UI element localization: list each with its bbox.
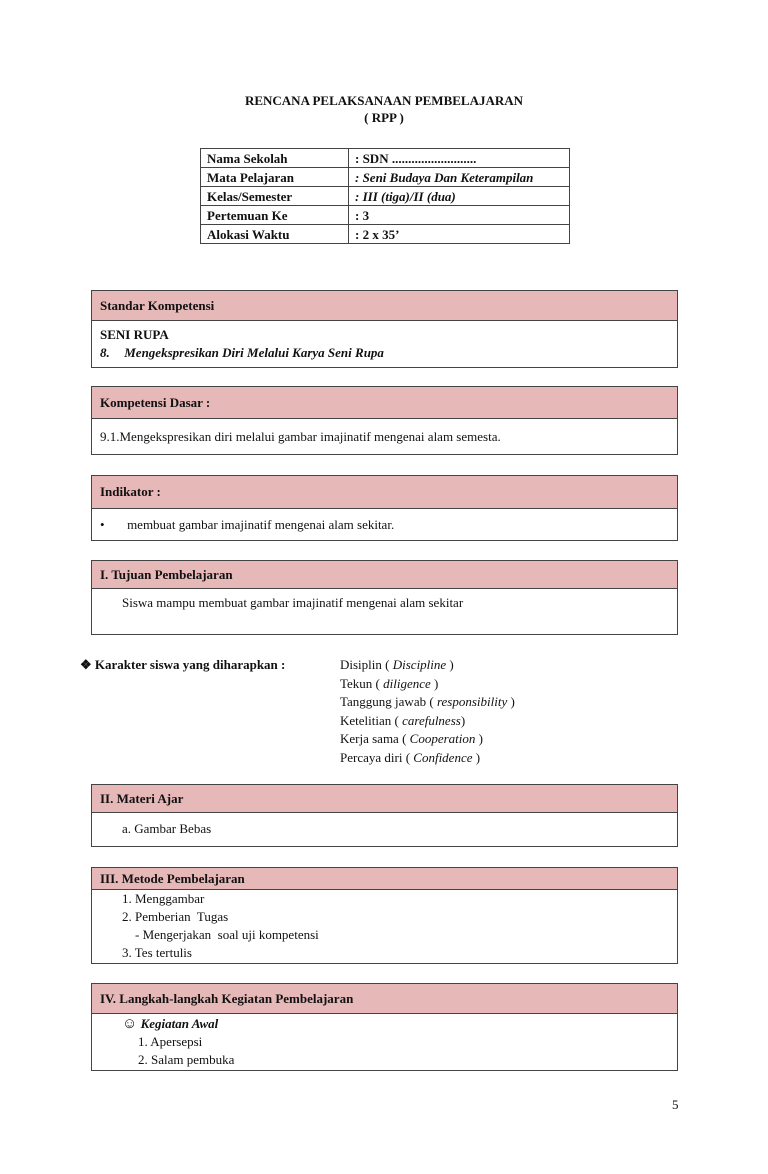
info-table	[200, 148, 570, 244]
kegiatan-awal-label: Kegiatan Awal	[140, 1016, 219, 1031]
list-item: Ketelitian ( carefulness)	[340, 712, 466, 728]
table-row	[201, 206, 570, 225]
list-item: 2. Salam pembuka	[138, 1052, 235, 1067]
section-header: Indikator :	[92, 476, 677, 509]
sk-subject: SENI RUPA	[100, 327, 169, 342]
info-value: : III (tiga)/II (dua)	[349, 187, 570, 206]
info-label: Mata Pelajaran	[201, 168, 349, 187]
info-value: : 2 x 35’	[349, 225, 570, 244]
karakter-list	[340, 656, 515, 768]
section-body	[92, 321, 677, 362]
document-subtitle: ( RPP )	[364, 110, 404, 125]
page-number: 5	[672, 1097, 679, 1112]
standar-kompetensi-box	[91, 290, 678, 368]
section-body	[92, 890, 677, 962]
bullet-icon: •	[100, 517, 105, 532]
table-row	[201, 225, 570, 244]
table-row	[201, 168, 570, 187]
list-item: 1. Menggambar	[122, 891, 205, 906]
info-value: : Seni Budaya Dan Keterampilan	[349, 168, 570, 187]
kompetensi-dasar-box	[91, 386, 678, 455]
section-body	[92, 419, 677, 446]
section-header: I. Tujuan Pembelajaran	[92, 561, 677, 589]
list-item: Tekun ( diligence )	[340, 675, 439, 691]
info-value: : SDN ..........................	[349, 149, 570, 168]
section-body	[92, 589, 677, 612]
karakter-label	[80, 656, 285, 674]
section-body	[92, 813, 677, 838]
metode-box	[91, 867, 678, 964]
section-header: IV. Langkah-langkah Kegiatan Pembelajaran	[92, 984, 677, 1014]
sk-item-text: Mengekspresikan Diri Melalui Karya Seni Rupa	[124, 345, 384, 360]
kegiatan-awal-title	[122, 1015, 669, 1033]
list-item: 3. Tes tertulis	[122, 945, 192, 960]
indikator-item	[100, 516, 669, 534]
sk-item	[100, 344, 669, 362]
sk-item-number: 8.	[100, 345, 110, 360]
info-label: Nama Sekolah	[201, 149, 349, 168]
table-row	[201, 149, 570, 168]
list-item: Percaya diri ( Confidence )	[340, 749, 481, 765]
indikator-text: membuat gambar imajinatif mengenai alam sekitar.	[127, 517, 395, 532]
karakter-label-text: Karakter siswa yang diharapkan :	[94, 657, 286, 672]
info-value: : 3	[349, 206, 570, 225]
section-header: Standar Kompetensi	[92, 291, 677, 321]
info-label: Kelas/Semester	[201, 187, 349, 206]
list-item: Kerja sama ( Cooperation )	[340, 731, 483, 747]
section-body	[92, 1014, 677, 1069]
list-item: 1. Apersepsi	[138, 1034, 203, 1049]
diamond-bullet-icon: ❖	[80, 657, 92, 672]
list-item: Tanggung jawab ( responsibility )	[340, 694, 515, 710]
table-row	[201, 187, 570, 206]
tujuan-text: Siswa mampu membuat gambar imajinatif mengenai alam sekitar	[122, 595, 464, 610]
materi-box	[91, 784, 678, 847]
info-label: Alokasi Waktu	[201, 225, 349, 244]
smiley-icon: ☺	[122, 1016, 138, 1032]
tujuan-box	[91, 560, 678, 635]
section-body	[92, 509, 677, 534]
section-header: III. Metode Pembelajaran	[92, 868, 677, 890]
kd-text: 9.1.Mengekspresikan diri melalui gambar imajinatif mengenai alam semesta.	[100, 429, 501, 444]
materi-item: a. Gambar Bebas	[122, 821, 212, 836]
list-item: 2. Pemberian Tugas	[122, 909, 229, 924]
list-item: - Mengerjakan soal uji kompetensi	[122, 927, 319, 942]
langkah-box	[91, 983, 678, 1071]
section-header: II. Materi Ajar	[92, 785, 677, 813]
indikator-box	[91, 475, 678, 541]
document-title: RENCANA PELAKSANAAN PEMBELAJARAN	[244, 93, 524, 108]
list-item: Disiplin ( Discipline )	[340, 657, 454, 672]
section-header: Kompetensi Dasar :	[92, 387, 677, 419]
info-label: Pertemuan Ke	[201, 206, 349, 225]
